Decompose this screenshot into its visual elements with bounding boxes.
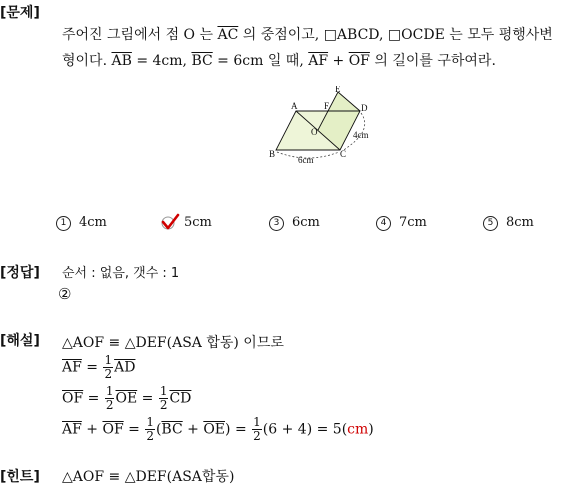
fraction-half bbox=[103, 354, 113, 381]
explanation-line-2 bbox=[62, 354, 135, 381]
label-c: C bbox=[340, 149, 347, 159]
choice-label: 5cm bbox=[184, 215, 212, 230]
choice-number-1: 1 bbox=[56, 216, 71, 231]
segment-oe: $\overline{OE}$ bbox=[203, 421, 226, 438]
problem-text: 주어진 그림에서 점 O 는 bbox=[62, 27, 218, 43]
equals-sign: = bbox=[83, 390, 104, 407]
choice-4[interactable] bbox=[376, 215, 427, 231]
choice-number-3: 3 bbox=[269, 216, 284, 231]
problem-line-2 bbox=[62, 50, 496, 70]
geometry-figure bbox=[262, 86, 382, 166]
fraction-half bbox=[159, 385, 169, 412]
fraction-half bbox=[105, 385, 115, 412]
choice-5[interactable] bbox=[483, 215, 534, 231]
hint-text: △AOF ≡ △DEF(ASA합동) bbox=[62, 469, 235, 485]
segment-bc: $\overline{BC}$ bbox=[161, 421, 183, 438]
segment-ac: $\overline{AC}$ bbox=[217, 27, 239, 43]
fraction-numerator: 1 bbox=[146, 415, 154, 429]
fraction-numerator: 1 bbox=[159, 384, 168, 398]
answer-section-label: [정답] bbox=[0, 265, 40, 281]
fraction-denominator: 2 bbox=[105, 398, 114, 412]
choice-label: 4cm bbox=[79, 215, 107, 230]
segment-of: $\overline{OF}$ bbox=[348, 53, 370, 69]
calculation: (6 + 4) = 5( bbox=[262, 421, 348, 438]
fraction-denominator: 2 bbox=[146, 429, 154, 443]
dimension-label-6cm: 6cm bbox=[298, 155, 314, 165]
hint-section-label: [힌트] bbox=[0, 469, 40, 485]
dimension-label-4cm: 4cm bbox=[353, 130, 369, 140]
segment-of: $\overline{OF}$ bbox=[62, 390, 84, 407]
segment-ad: $\overline{AD}$ bbox=[114, 359, 136, 376]
label-f: F bbox=[324, 101, 330, 111]
problem-text: 의 중점이고, □ABCD, □OCDE 는 모두 평행사변 bbox=[238, 27, 553, 43]
answer-value: ② bbox=[58, 285, 72, 303]
segment-cd: $\overline{CD}$ bbox=[169, 390, 192, 407]
fraction-numerator: 1 bbox=[253, 415, 261, 429]
label-d: D bbox=[361, 103, 368, 113]
choice-number-5: 5 bbox=[483, 216, 498, 231]
label-e: E bbox=[335, 86, 341, 94]
problem-text: = 6cm 일 때, bbox=[212, 53, 309, 69]
label-a: A bbox=[291, 101, 298, 111]
fraction-half bbox=[145, 416, 155, 443]
segment-af: $\overline{AF}$ bbox=[62, 421, 82, 438]
problem-section-label: [문제] bbox=[0, 5, 40, 21]
answer-meta: 순서 : 없음, 갯수 : 1 bbox=[62, 266, 180, 281]
equals-sign: = bbox=[137, 390, 158, 407]
plus-sign: + bbox=[81, 421, 103, 438]
problem-text: 의 길이를 구하여라. bbox=[369, 53, 496, 69]
equals-sign: = bbox=[123, 421, 145, 438]
fraction-denominator: 2 bbox=[104, 367, 113, 381]
label-o: O bbox=[311, 127, 318, 137]
equals-sign: = bbox=[81, 359, 103, 376]
fraction-denominator: 2 bbox=[253, 429, 261, 443]
choice-label: 6cm bbox=[292, 215, 320, 230]
choice-2[interactable] bbox=[184, 215, 212, 230]
plus-sign: + bbox=[182, 421, 204, 438]
problem-line-1 bbox=[62, 24, 553, 44]
fraction-denominator: 2 bbox=[159, 398, 168, 412]
explanation-line-3 bbox=[62, 385, 191, 412]
segment-af: $\overline{AF}$ bbox=[62, 359, 82, 376]
checkmark-icon bbox=[160, 213, 180, 231]
fraction-half bbox=[252, 416, 262, 443]
explanation-line-1: △AOF ≡ △DEF(ASA 합동) 이므로 bbox=[62, 335, 284, 351]
segment-bc: $\overline{BC}$ bbox=[191, 53, 213, 69]
segment-oe: $\overline{OE}$ bbox=[115, 390, 138, 407]
explanation-section-label: [해설] bbox=[0, 333, 40, 349]
choice-label: 7cm bbox=[399, 215, 427, 230]
problem-text: 형이다. bbox=[62, 53, 112, 69]
closing-paren: ) bbox=[368, 421, 374, 438]
choice-3[interactable] bbox=[269, 215, 320, 231]
problem-text: = 4cm, bbox=[131, 53, 192, 69]
answer-unit: cm bbox=[347, 421, 369, 438]
fraction-numerator: 1 bbox=[104, 353, 113, 367]
segment-af: $\overline{AF}$ bbox=[308, 53, 329, 69]
label-b: B bbox=[269, 149, 276, 159]
segment-ab: $\overline{AB}$ bbox=[111, 53, 132, 69]
choice-1[interactable] bbox=[56, 215, 107, 231]
segment-of: $\overline{OF}$ bbox=[102, 421, 124, 438]
equals-sign: = bbox=[230, 421, 252, 438]
fraction-numerator: 1 bbox=[105, 384, 114, 398]
choice-number-4: 4 bbox=[376, 216, 391, 231]
problem-text: + bbox=[328, 53, 349, 69]
explanation-line-4: $\overline{AF} + \overline{OF}$ = $\frac{1}{2}$ $(\overline{BC} + \overline{OE})$ = $\frac{1}{2}$ (6 + 4) = 5(cm) bbox=[62, 415, 374, 443]
choice-label: 8cm bbox=[506, 215, 534, 230]
